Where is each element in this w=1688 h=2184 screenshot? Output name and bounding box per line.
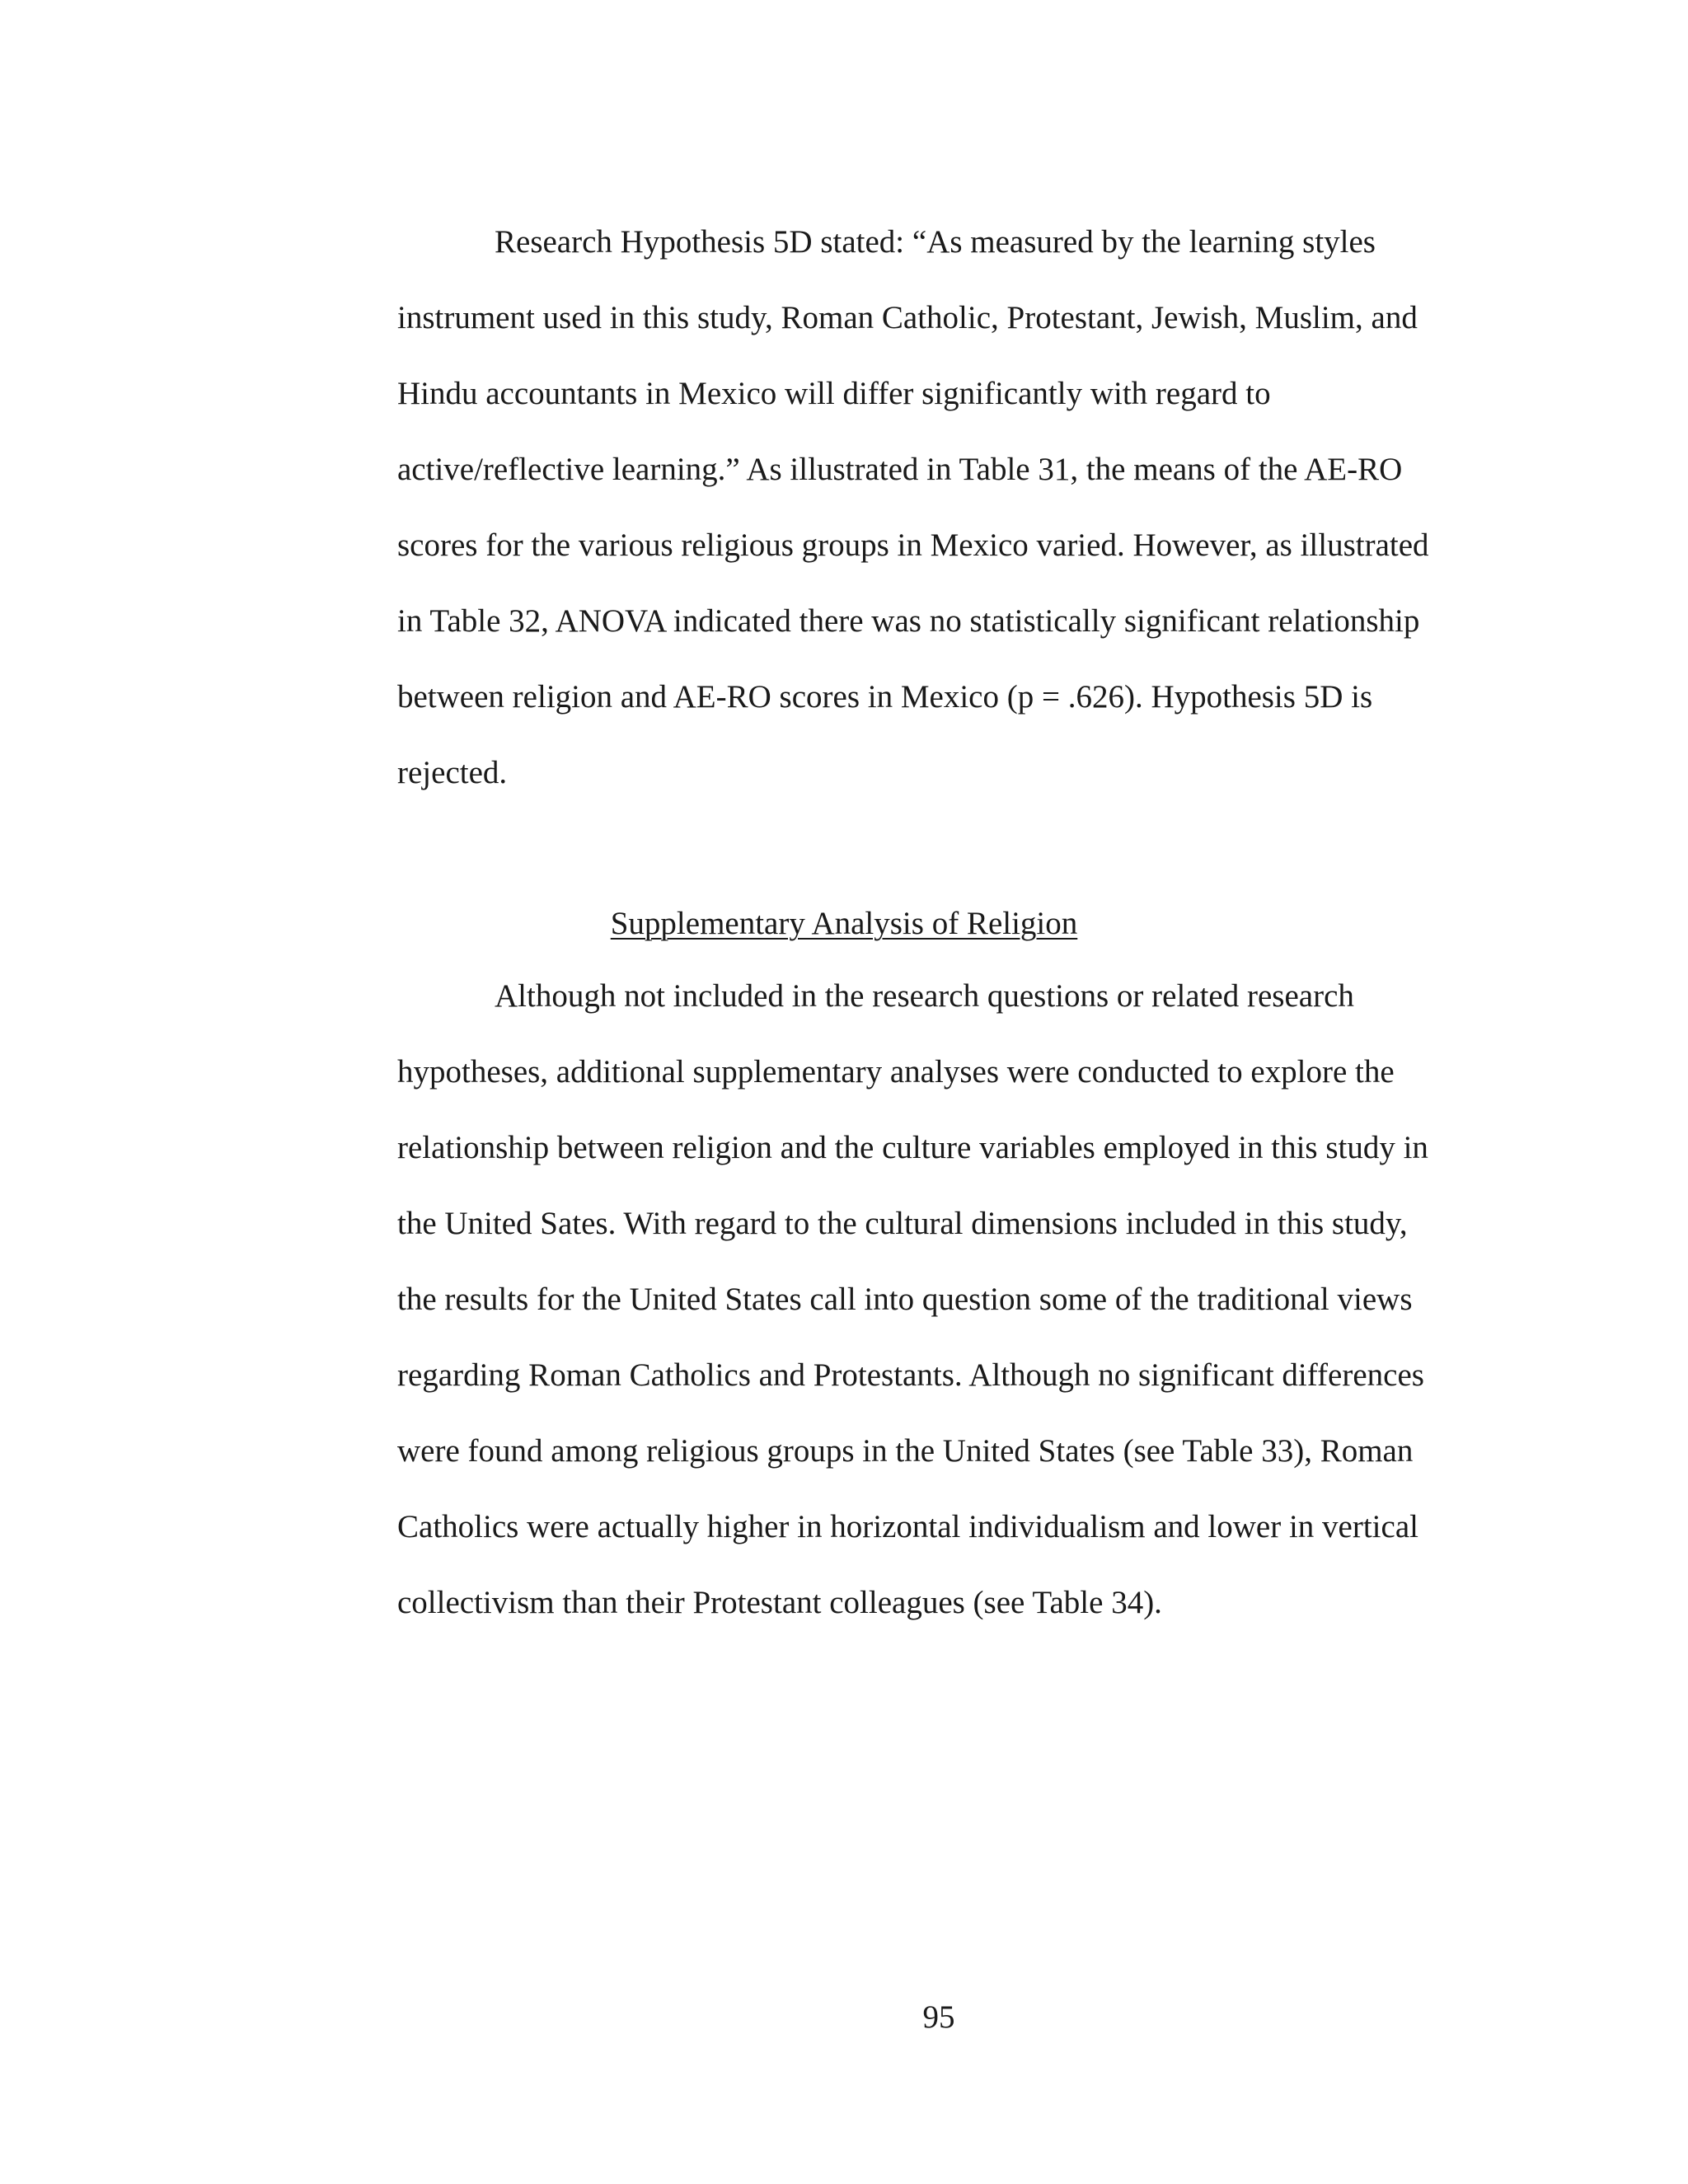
paragraph-hypothesis-5d <box>397 204 1469 811</box>
section-heading-text: Supplementary Analysis of Religion <box>610 906 1078 941</box>
page-number: 95 <box>922 1999 955 2035</box>
section-heading <box>0 886 1688 962</box>
paragraph-text: Research Hypothesis 5D stated: “As measured by the learning styles instrument used in this study, Roman Catholic, Protestant, Jewish, Muslim, and Hindu accountants in Mexico will differ significantly with regard to active/reflective learning.” As illustrated in Table 31, the means of the AE-RO scores for the various religious groups in Mexico varied. However, as illustrated in Table 32, ANOVA indicated there was no statistically significant relationship between religion and AE-RO scores in Mexico (p = .626). Hypothesis 5D is rejected. <box>397 224 1429 790</box>
paragraph-supplementary-analysis <box>397 958 1469 1641</box>
paragraph-text: Although not included in the research questions or related research hypotheses, additional supplementary analyses were conducted to explore the relationship between religion and the culture variables employed in this study in the United Sates. With regard to the cultural dimensions included in this study, the results for the United States call into question some of the traditional views regarding Roman Catholics and Protestants. Although no significant differences were found among religious groups in the United States (see Table 33), Roman Catholics were actually higher in horizontal individualism and lower in vertical collectivism than their Protestant colleagues (see Table 34). <box>397 978 1428 1620</box>
